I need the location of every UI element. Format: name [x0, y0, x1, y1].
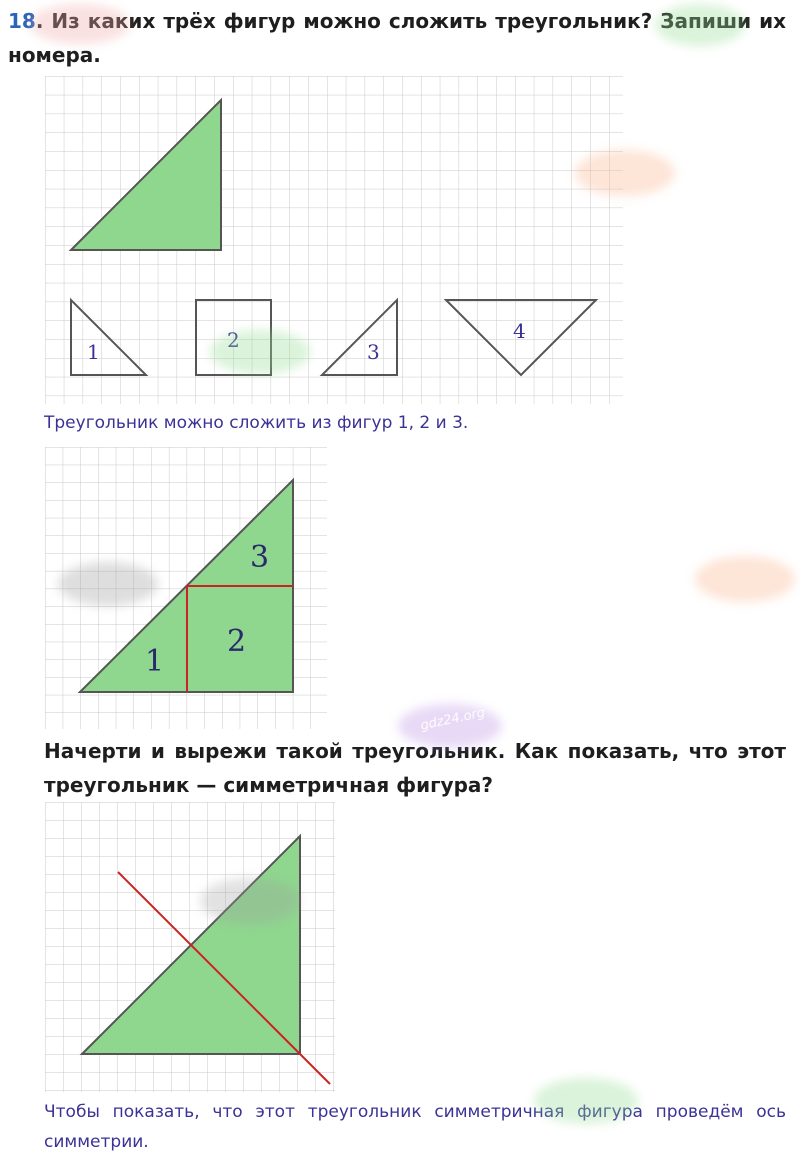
part-3-label: 3	[250, 540, 270, 575]
piece-3-label: 3	[367, 340, 380, 364]
part-1-label: 1	[145, 644, 165, 679]
task-2-text: Начерти и вырежи такой треугольник. Как показать, что этот треугольник — симметричная фигура?	[44, 739, 786, 797]
piece-2-label: 2	[227, 328, 240, 352]
figure-symmetry-grid	[45, 802, 335, 1092]
answer-1: Треугольник можно сложить из фигур 1, 2 и 3.	[44, 413, 469, 433]
answer-2: Чтобы показать, что этот треугольник симметричная фигура проведём ось симметрии.	[44, 1102, 786, 1152]
figure-pieces-grid	[45, 76, 623, 404]
piece-4-label: 4	[513, 319, 526, 343]
part-2-label: 2	[227, 624, 247, 659]
watermark-label: gdz24.org	[419, 705, 487, 734]
piece-1-label: 1	[87, 340, 100, 364]
task-number: 18	[8, 9, 36, 33]
task-18-question: . Из каких трёх фигур можно сложить треугольник? Запиши их номера.	[8, 9, 786, 67]
